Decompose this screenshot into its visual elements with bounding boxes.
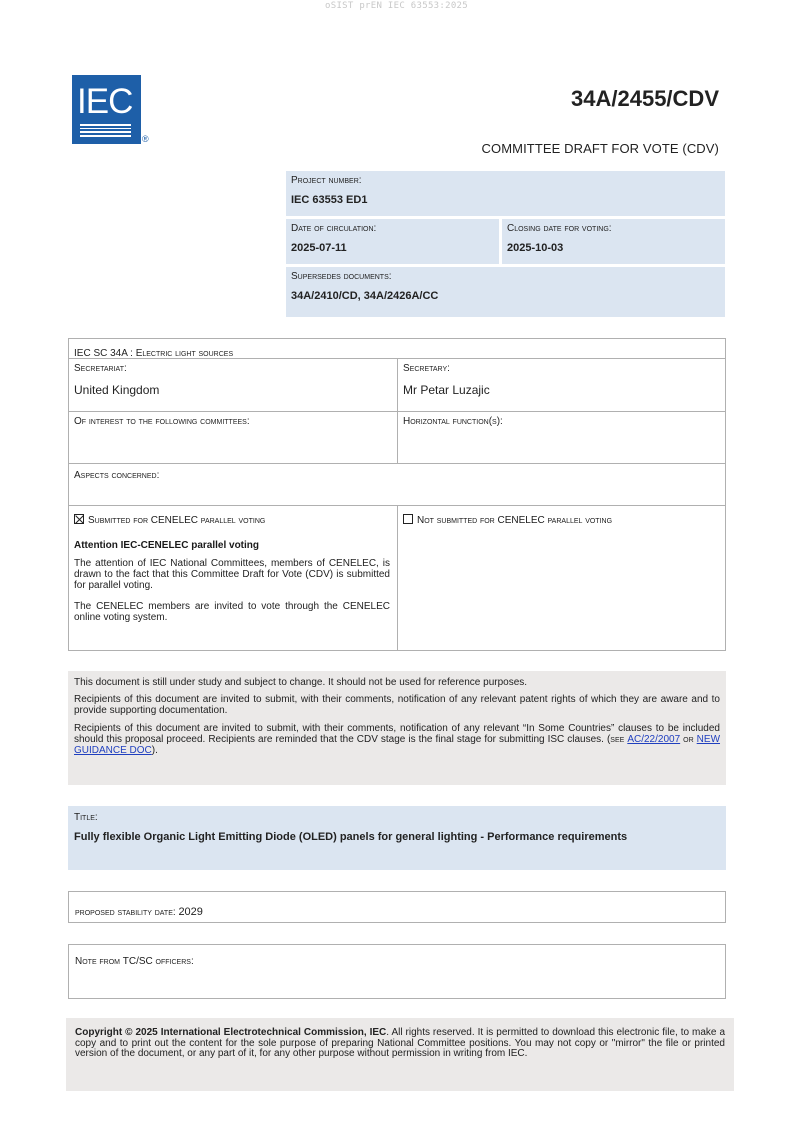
copyright-text: Copyright © 2025 International Electrotechnical Commission, IEC. All rights reserved. It is permitted to download this electronic file, to make a copy and to print out the content for the sole purpose of preparing National Committee positions. You may not copy or "mirror" the file or printed version of the document, or any part of it, for any other purpose without permission in writing from IEC. <box>75 1027 726 1059</box>
note-row: Note from TC/SC officers: <box>68 944 726 999</box>
logo-lines-icon <box>80 124 131 139</box>
supersedes-cell <box>286 267 725 317</box>
watermark: oSIST prEN IEC 63553:2025 <box>325 1 468 11</box>
title-block <box>68 806 726 870</box>
or-label: or <box>683 734 694 745</box>
stability-label: proposed stability date: <box>75 907 179 918</box>
closing-date-label: Closing date for voting: <box>507 223 612 234</box>
interest-cell <box>68 411 398 464</box>
committee-row <box>68 338 726 359</box>
project-number-label: Project number: <box>291 175 362 186</box>
copyright-block <box>66 1018 734 1091</box>
date-circulation-value: 2025-07-11 <box>291 242 347 254</box>
project-number-cell <box>286 171 725 216</box>
project-number-value: IEC 63553 ED1 <box>291 194 368 206</box>
committee-name: Electric light sources <box>135 348 234 359</box>
iec-logo <box>72 75 141 144</box>
secretary-value: Mr Petar Luzajic <box>403 383 490 397</box>
not-submitted-option[interactable]: Not submitted for CENELEC parallel voting <box>403 514 720 526</box>
secretariat-label: Secretariat: <box>74 363 127 374</box>
horizontal-label: Horizontal function(s): <box>403 416 503 427</box>
date-circulation-label: Date of circulation: <box>291 223 377 234</box>
document-title: Fully flexible Organic Light Emitting Diode (OLED) panels for general lighting - Performance requirements <box>74 831 628 843</box>
attention-paragraph-1: The attention of IEC National Committees, members of CENELEC, is drawn to the fact that this Committee Draft for Vote (CDV) is submitted for parallel voting. <box>74 558 390 591</box>
checked-checkbox-icon[interactable] <box>74 514 84 524</box>
logo-text: IEC <box>77 82 133 121</box>
notice-paragraph-3: Recipients of this document are invited to submit, with their comments, notification of any relevant “In Some Countries” clauses to be included should this proposal proceed. Recipients are reminded that the CDV stage is the final stage for submitting ISC clauses. (see AC/22/2007 or NEW GUIDANCE DOC). <box>74 723 721 756</box>
attention-paragraph-2: The CENELEC members are invited to vote through the CENELEC online voting system. <box>74 601 390 623</box>
horizontal-cell <box>397 411 726 464</box>
not-submitted-cenelec-cell <box>397 505 726 651</box>
secretariat-value: United Kingdom <box>74 383 160 397</box>
supersedes-label: Supersedes documents: <box>291 271 392 282</box>
unchecked-checkbox-icon[interactable] <box>403 514 413 524</box>
ac-22-2007-link[interactable]: AC/22/2007 <box>627 734 681 745</box>
interest-label: Of interest to the following committees: <box>74 416 250 427</box>
submitted-cenelec-cell <box>68 505 398 651</box>
closing-date-value: 2025-10-03 <box>507 242 564 254</box>
notice-block <box>68 671 726 785</box>
secretary-label: Secretary: <box>403 363 450 374</box>
notice-paragraph-2: Recipients of this document are invited to submit, with their comments, notification of any relevant patent rights of which they are aware and to provide supporting documentation. <box>74 694 720 716</box>
notice-paragraph-1: This document is still under study and subject to change. It should not be used for reference purposes. <box>74 677 528 688</box>
attention-title: Attention IEC-CENELEC parallel voting <box>74 540 260 551</box>
aspects-cell <box>68 463 726 506</box>
stability-row <box>68 891 726 923</box>
see-label: see <box>610 734 625 745</box>
stability-value: 2029 <box>178 906 203 918</box>
supersedes-value: 34A/2410/CD, 34A/2426A/CC <box>291 290 439 302</box>
copyright-bold: Copyright © 2025 International Electrotechnical Commission, IEC <box>75 1027 387 1038</box>
registered-mark: ® <box>142 134 149 144</box>
committee-prefix: IEC SC 34A : <box>74 348 136 359</box>
secretariat-cell <box>68 358 398 412</box>
title-label: Title: <box>74 812 98 823</box>
secretary-cell <box>397 358 726 412</box>
document-reference: 34A/2455/CDV <box>571 86 719 111</box>
submitted-option[interactable]: Submitted for CENELEC parallel voting <box>74 514 390 526</box>
date-circulation-cell <box>286 219 499 264</box>
closing-date-cell <box>502 219 725 264</box>
aspects-label: Aspects concerned: <box>74 470 160 481</box>
document-type: COMMITTEE DRAFT FOR VOTE (CDV) <box>481 141 719 156</box>
new-guidance-doc-link[interactable]: NEW GUIDANCE DOC <box>74 734 721 756</box>
